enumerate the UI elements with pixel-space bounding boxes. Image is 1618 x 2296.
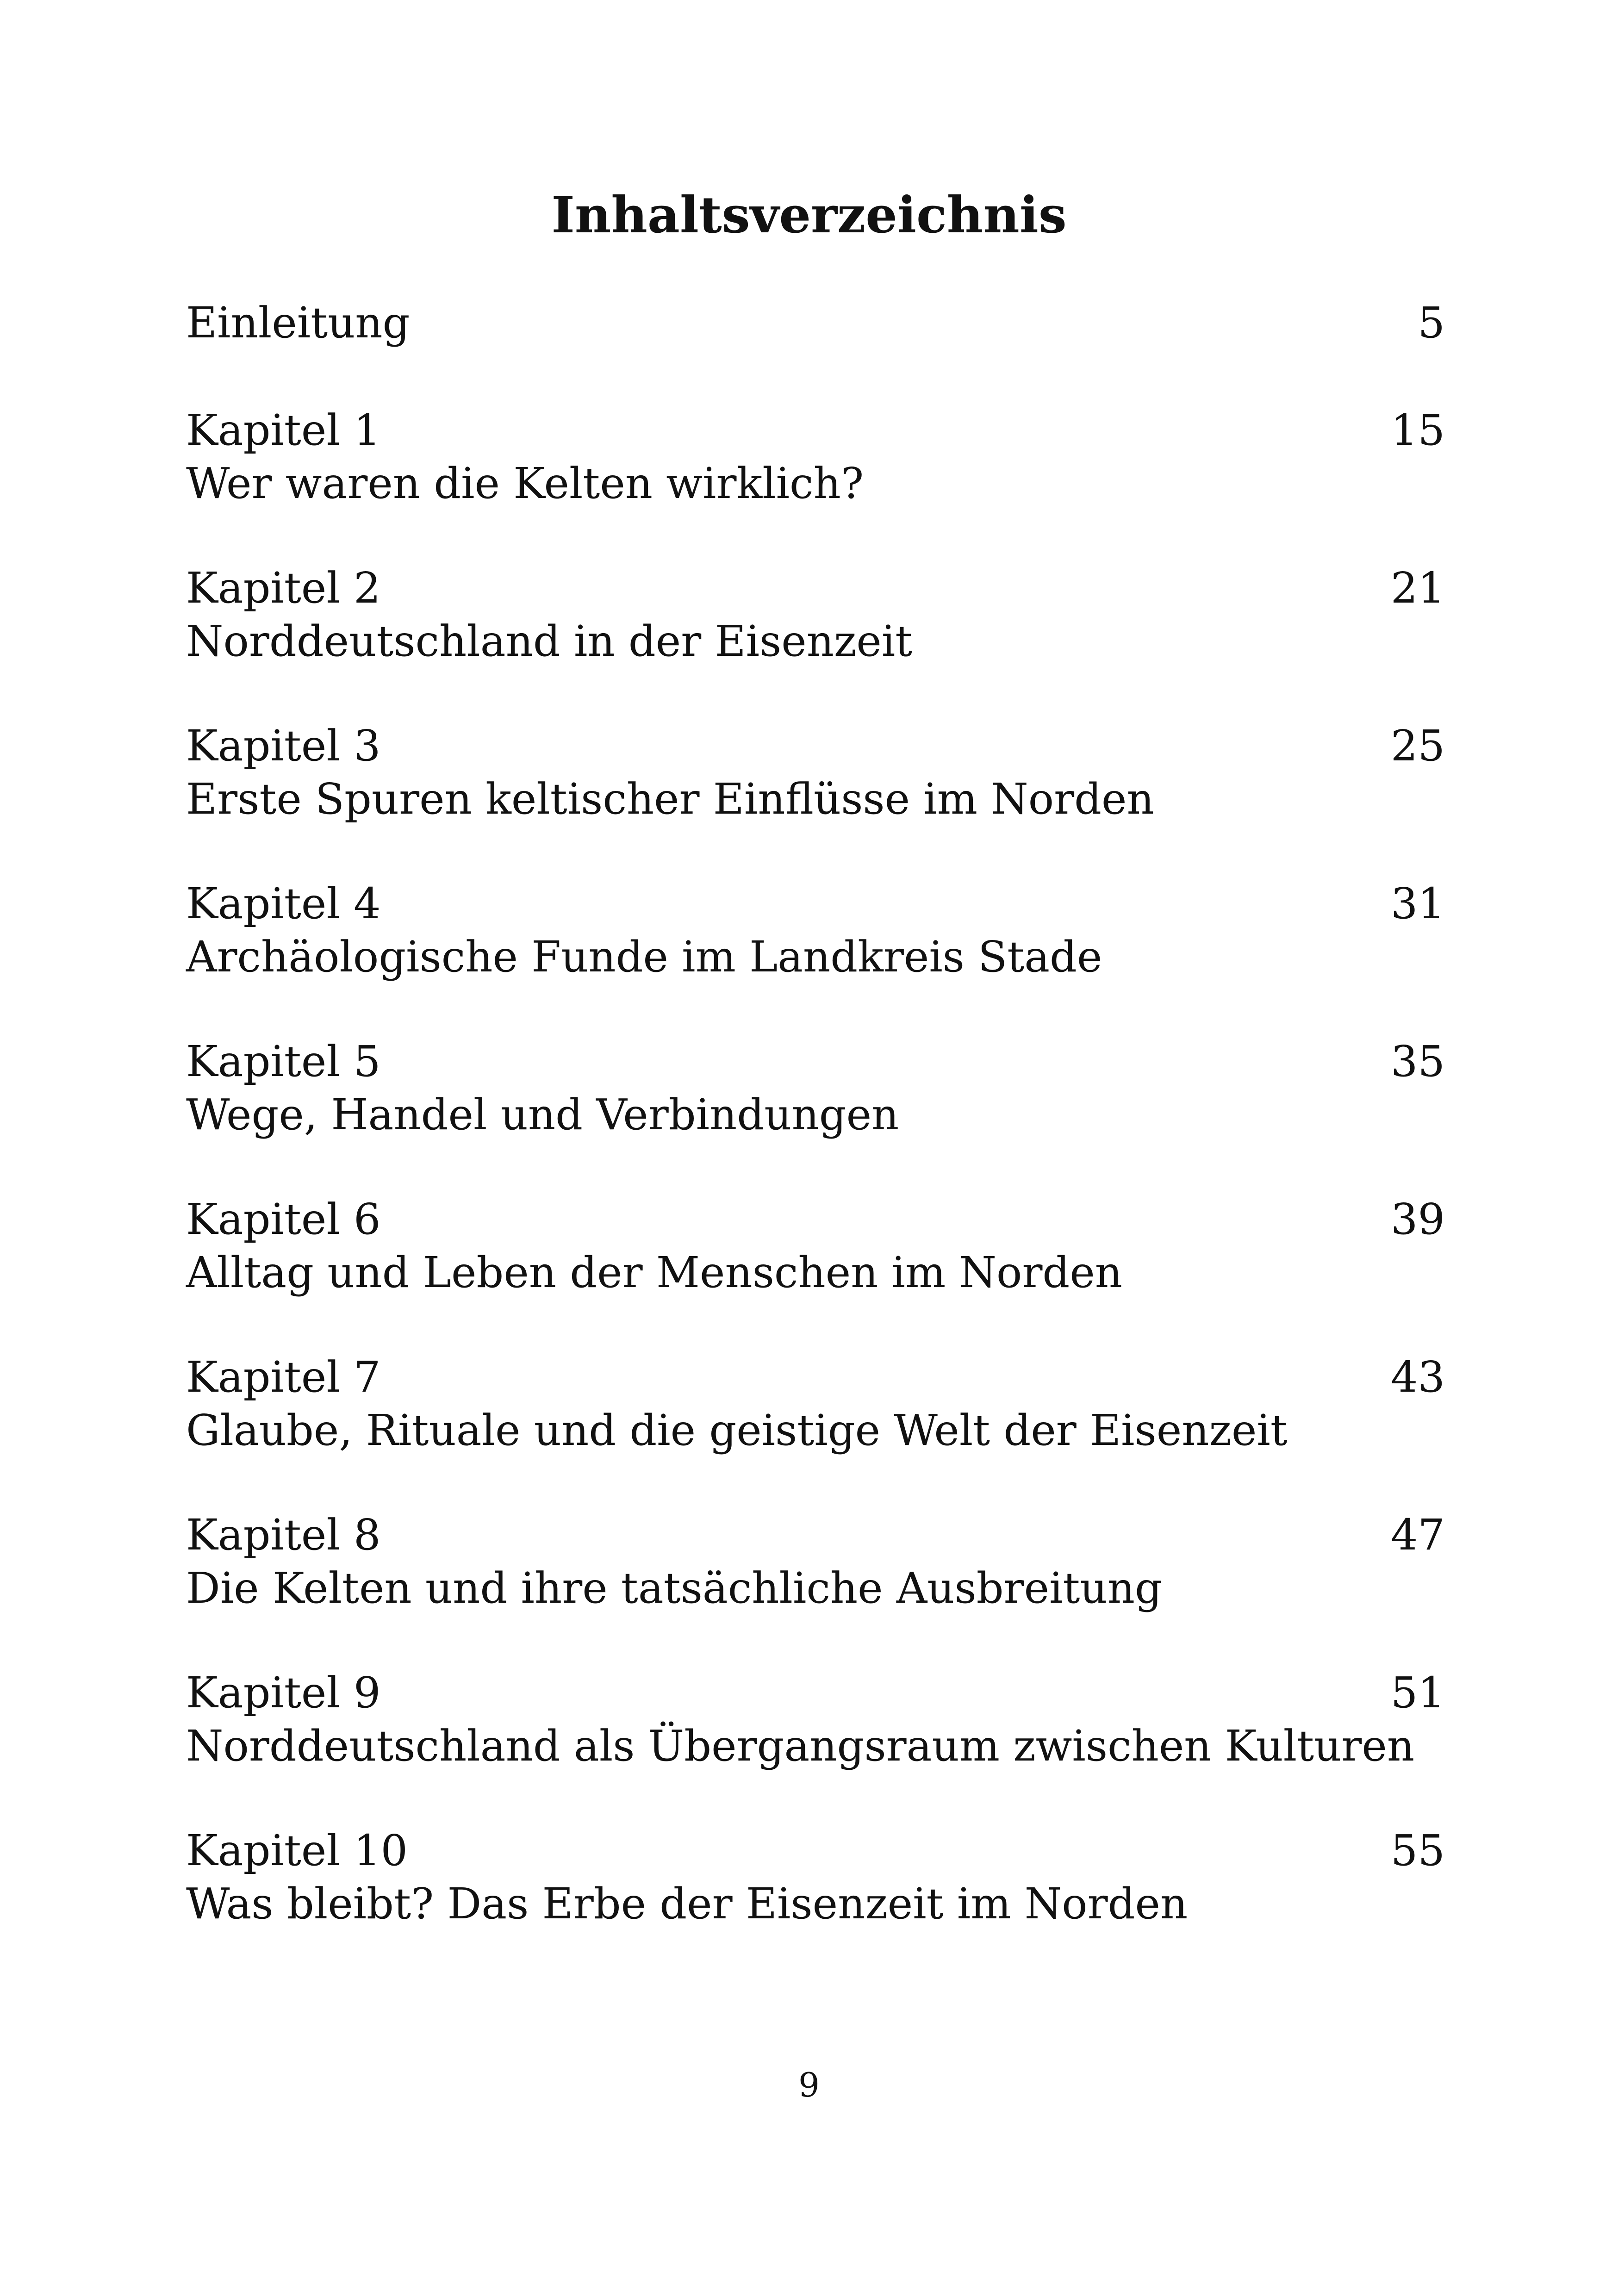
- toc-entry-kapitel-3: [186, 719, 1445, 826]
- toc-entry-label: Einleitung: [186, 298, 410, 348]
- toc-entry-subtitle: Archäologische Funde im Landkreis Stade: [186, 932, 1102, 982]
- toc-entry-subtitle: Wer waren die Kelten wirklich?: [186, 459, 864, 508]
- toc-entry-subtitle: Erste Spuren keltischer Einflüsse im Norden: [186, 774, 1154, 824]
- toc-entry-label: Kapitel 5: [186, 1037, 381, 1086]
- toc-entry-page: 15: [1390, 405, 1445, 455]
- toc-entry-einleitung: [186, 296, 1445, 349]
- toc-entry-page: 43: [1390, 1352, 1445, 1402]
- toc-heading-line: [186, 561, 1445, 615]
- toc-entry-kapitel-6: [186, 1193, 1445, 1299]
- toc-entry-page: 25: [1390, 721, 1445, 771]
- toc-entry-subtitle: Was bleibt? Das Erbe der Eisenzeit im Norden: [186, 1879, 1188, 1929]
- toc-entry-subtitle: Wege, Handel und Verbindungen: [186, 1090, 899, 1139]
- toc-entry-page: 35: [1390, 1037, 1445, 1086]
- toc-entry-label: Kapitel 7: [186, 1352, 381, 1402]
- toc-heading-line: [186, 1824, 1445, 1877]
- toc-entry-label: Kapitel 10: [186, 1826, 408, 1875]
- toc-entry-kapitel-2: [186, 561, 1445, 668]
- toc-entry-kapitel-8: [186, 1508, 1445, 1615]
- toc-entry-label: Kapitel 1: [186, 405, 381, 455]
- page-number: 9: [798, 2066, 820, 2104]
- toc-entry-subtitle: Norddeutschland in der Eisenzeit: [186, 616, 913, 666]
- toc-entry-kapitel-10: [186, 1824, 1445, 1930]
- toc-heading-line: [186, 1193, 1445, 1246]
- toc-heading-line: [186, 1035, 1445, 1088]
- page-title: Inhaltsverzeichnis: [551, 186, 1067, 244]
- toc-entry-page: 55: [1390, 1826, 1445, 1875]
- toc-entry-kapitel-7: [186, 1350, 1445, 1457]
- toc-entry-page: 21: [1390, 563, 1445, 613]
- toc-entry-page: 47: [1390, 1510, 1445, 1560]
- toc-entry-label: Kapitel 9: [186, 1668, 381, 1717]
- toc-entry-label: Kapitel 3: [186, 721, 381, 771]
- toc-entry-subtitle: Norddeutschland als Übergangsraum zwischen Kulturen: [186, 1721, 1415, 1771]
- toc-entry-label: Kapitel 2: [186, 563, 381, 613]
- toc-heading-line: [186, 1350, 1445, 1404]
- toc-entry-kapitel-4: [186, 877, 1445, 983]
- toc-entry-label: Kapitel 6: [186, 1195, 381, 1244]
- toc-entry-kapitel-1: [186, 404, 1445, 510]
- toc-entry-page: 51: [1390, 1668, 1445, 1717]
- toc-heading-line: [186, 877, 1445, 930]
- toc-entry-subtitle: Glaube, Rituale und die geistige Welt der Eisenzeit: [186, 1406, 1288, 1455]
- toc-entry-kapitel-9: [186, 1666, 1445, 1773]
- toc-entry-kapitel-5: [186, 1035, 1445, 1141]
- toc-entry-page: 31: [1390, 879, 1445, 928]
- toc-heading-line: [186, 1666, 1445, 1719]
- toc-entry-subtitle: Die Kelten und ihre tatsächliche Ausbreitung: [186, 1563, 1162, 1613]
- toc-heading-line: [186, 719, 1445, 772]
- toc-entry-page: 39: [1390, 1195, 1445, 1244]
- toc-heading-line: [186, 404, 1445, 457]
- toc-heading-line: [186, 1508, 1445, 1562]
- toc-entry-label: Kapitel 8: [186, 1510, 381, 1560]
- toc-entry-page: 5: [1418, 298, 1445, 348]
- toc-entry-label: Kapitel 4: [186, 879, 381, 928]
- toc-heading-line: [186, 296, 1445, 349]
- toc-entry-subtitle: Alltag und Leben der Menschen im Norden: [186, 1248, 1123, 1297]
